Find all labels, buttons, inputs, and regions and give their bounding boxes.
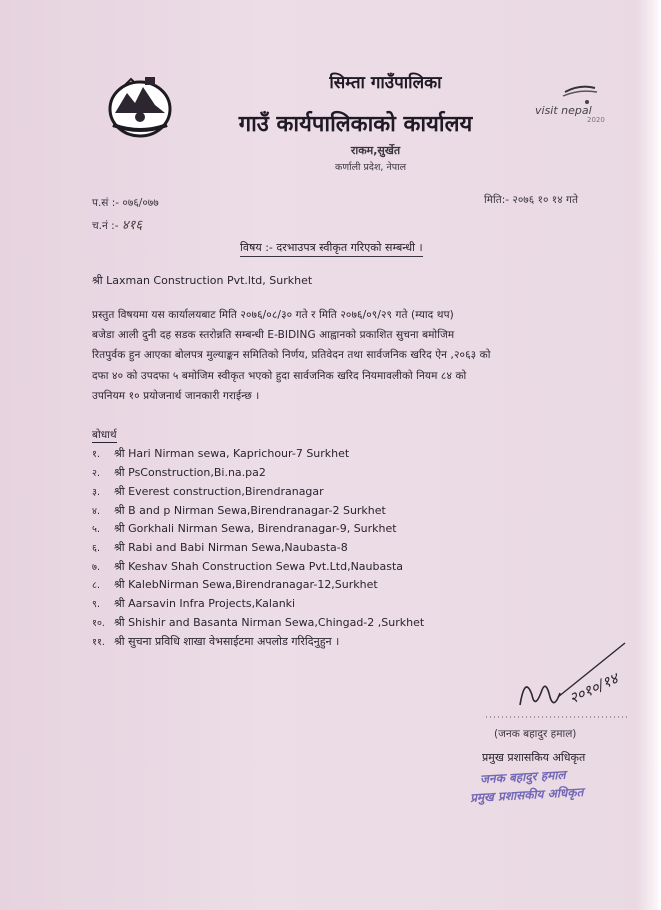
cc-item-text: श्री Shishir and Basanta Nirman Sewa,Chingad-2 ,Surkhet <box>114 616 425 629</box>
cc-list-item <box>92 484 324 499</box>
cc-item-text: श्री सुचना प्रविधि शाखा वेभसाईटमा अपलोड गरिदिनुहुन । <box>114 635 340 648</box>
body-line: बजेडा आली दुनी दह सडक स्तरोन्नति सम्बन्धी E-BIDING आह्वानको प्रकाशित सुचना बमोजिम <box>92 329 455 341</box>
official-stamp <box>470 768 630 816</box>
ps-label: प.सं <box>92 197 109 209</box>
cc-item-text: श्री PsConstruction,Bi.na.pa2 <box>114 466 266 479</box>
signatory-name: (जनक बहादुर हमाल) <box>494 728 577 740</box>
office-place: राकम,सुर्खेत <box>350 144 401 157</box>
chn-value: ४१६ <box>121 218 143 233</box>
cc-item-number: ११. <box>92 637 105 648</box>
letter-subject: विषय :- दरभाउपत्र स्वीकृत गरिएको सम्बन्धी । <box>240 240 423 257</box>
cc-item-text: श्री Keshav Shah Construction Sewa Pvt.Ltd,Naubasta <box>114 560 404 573</box>
cc-item-text: श्री B and p Nirman Sewa,Birendranagar-2 Surkhet <box>114 504 386 517</box>
cc-list-item <box>92 577 378 592</box>
letter-date: मिति:- २०७६ १० १४ गते <box>484 194 578 206</box>
cc-item-number: ८. <box>92 580 100 591</box>
cc-item-text: श्री Gorkhali Nirman Sewa, Birendranagar-9, Surkhet <box>114 522 397 535</box>
cc-item-number: १. <box>92 449 100 460</box>
cc-list-item <box>92 503 386 518</box>
cc-item-text: श्री KalebNirman Sewa,Birendranagar-12,Surkhet <box>114 578 378 591</box>
cc-list-item <box>92 465 266 480</box>
cc-list-item <box>92 634 339 649</box>
municipality-name: सिम्ता गाउँपालिका <box>329 73 442 93</box>
visit-nepal-year: 2020 <box>587 116 605 124</box>
ps-line <box>92 196 159 210</box>
ps-value: :- ०७६/०७७ <box>111 197 159 209</box>
cc-title: बोधार्थ <box>92 429 117 441</box>
cc-item-number: ४. <box>92 506 100 517</box>
stamp-line: जनक बहादुर हमाल <box>479 767 566 787</box>
cc-list-item <box>92 521 397 536</box>
cc-item-number: १०. <box>92 618 105 629</box>
signature-date: २०१०/१४ <box>566 669 621 708</box>
cc-item-number: ६. <box>92 543 100 554</box>
office-province: कर्णाली प्रदेश, नेपाल <box>334 162 407 173</box>
cc-list-item <box>92 559 403 574</box>
chn-label: च.नं :- <box>92 220 119 232</box>
cc-item-number: ३. <box>92 487 100 498</box>
cc-item-number: ७. <box>92 562 100 573</box>
cc-item-number: ९. <box>92 599 100 610</box>
body-line: प्रस्तुत विषयमा यस कार्यालयबाट मिति २०७६/०८/३० गते र मिति २०७६/०९/२९ गते (म्याद थप) <box>92 309 454 321</box>
stamp-line: प्रमुख प्रशासकीय अधिकृत <box>469 785 584 805</box>
body-line: दफा ४० को उपदफा ५ बमोजिम स्वीकृत भएको हुदा सार्वजनिक खरिद नियमावलीको नियम ८४ को <box>92 370 467 382</box>
cc-list-item <box>92 540 348 555</box>
cc-list-item <box>92 615 424 630</box>
office-name: गाउँ कार्यपालिकाको कार्यालय <box>238 112 473 137</box>
cc-list-item <box>92 446 349 461</box>
visit-nepal-logo <box>535 80 645 132</box>
visit-nepal-text: visit nepal <box>535 104 592 117</box>
body-line: रितपुर्वक हुन आएका बोलपत्र मुल्याङ्कन समितिको निर्णय, प्रतिवेदन तथा सार्वजनिक खरिद ऐन ,२०६३ को <box>92 349 491 361</box>
cc-list-item <box>92 596 295 611</box>
body-line: उपनियम १० प्रयोजनार्थ जानकारी गराईन्छ । <box>92 390 260 402</box>
cc-item-text: श्री Hari Nirman sewa, Kaprichour-7 Surkhet <box>114 447 350 460</box>
signatory-title: प्रमुख प्रशासकिय अधिकृत <box>482 751 586 764</box>
cc-item-text: श्री Aarsavin Infra Projects,Kalanki <box>114 597 296 610</box>
cc-item-text: श्री Everest construction,Birendranagar <box>114 485 324 498</box>
cc-item-number: २. <box>92 468 100 479</box>
chn-line <box>92 215 142 233</box>
letter-addressee: श्री Laxman Construction Pvt.ltd, Surkhet <box>92 274 313 287</box>
cc-item-text: श्री Rabi and Babi Nirman Sewa,Naubasta-8 <box>114 541 348 554</box>
cc-item-number: ५. <box>92 524 100 535</box>
